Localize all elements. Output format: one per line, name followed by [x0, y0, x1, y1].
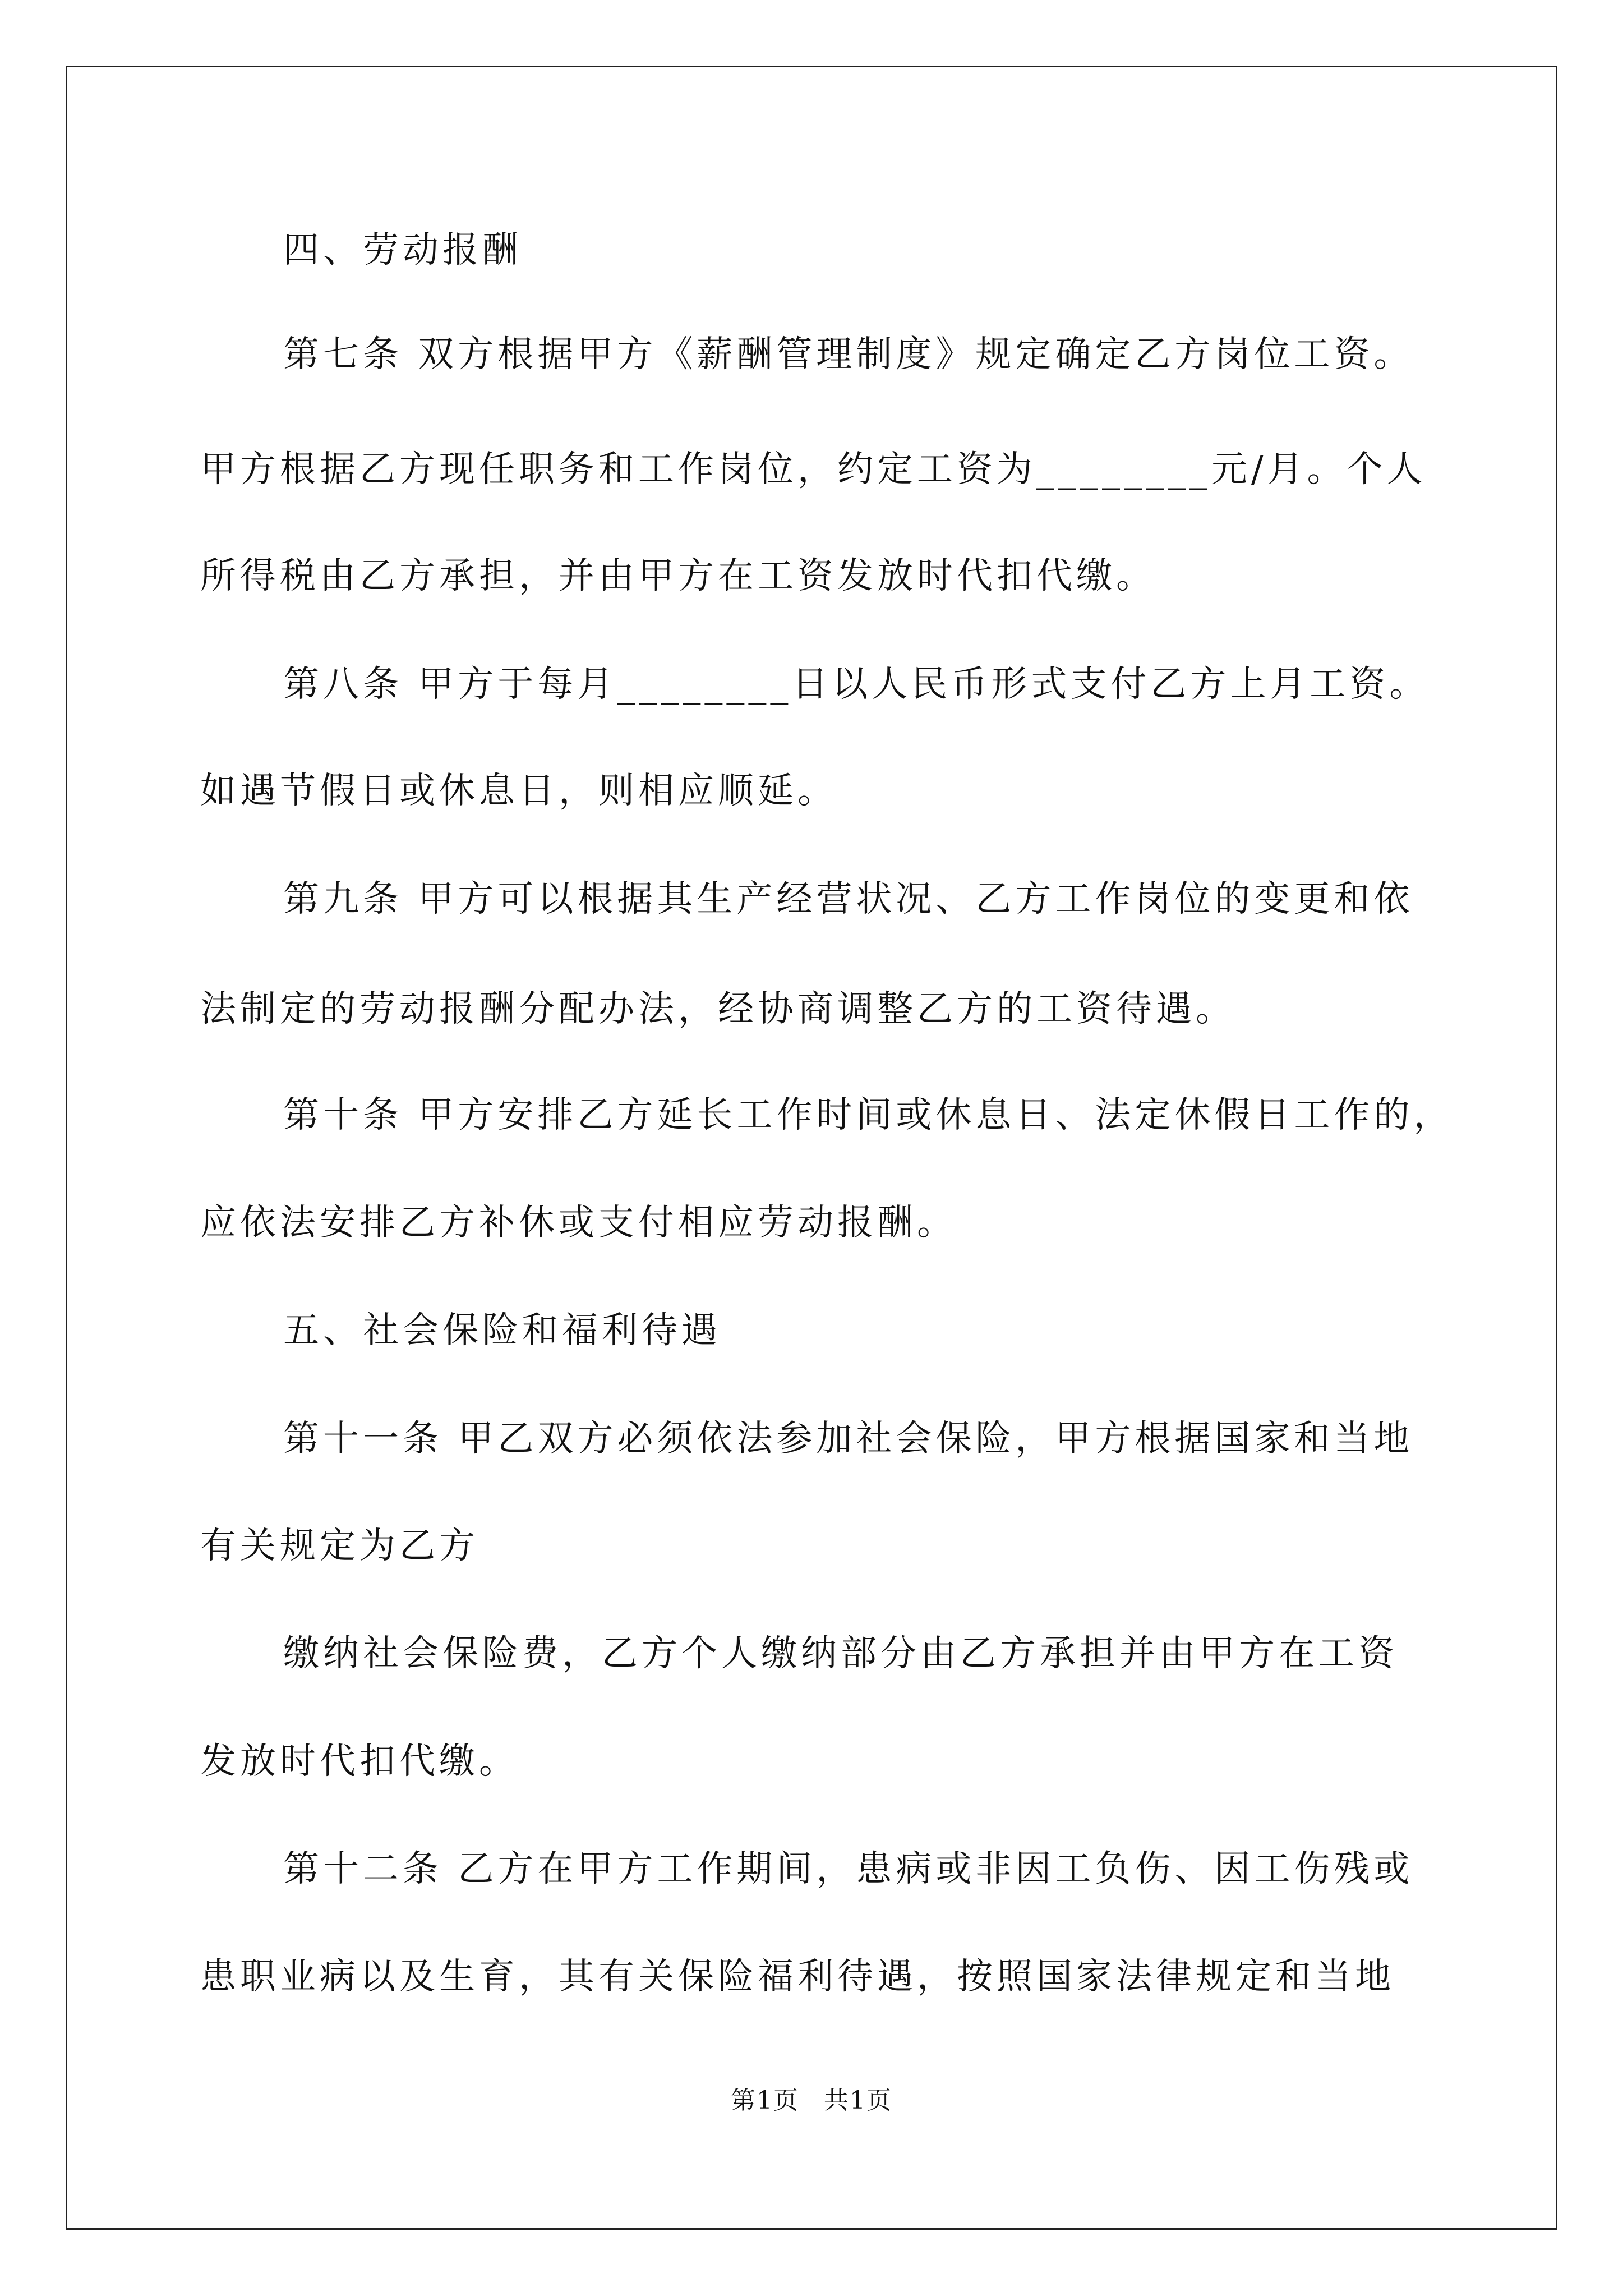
article-9-line-1: 第九条 甲方可以根据其生产经营状况、乙方工作岗位的变更和依 [283, 878, 1414, 920]
page-total: 共1页 [824, 2086, 892, 2115]
article-11-line-3: 缴纳社会保险费，乙方个人缴纳部分由乙方承担并由甲方在工资 [283, 1633, 1398, 1674]
page-number: 第1页 [731, 2086, 799, 2115]
page-footer [0, 2085, 1623, 2116]
section-heading-labor-remuneration: 四、劳动报酬 [283, 229, 522, 271]
article-8-line-2: 如遇节假日或休息日，则相应顺延。 [200, 770, 837, 812]
article-12-line-1: 第十二条 乙方在甲方工作期间，患病或非因工负伤、因工伤残或 [283, 1848, 1414, 1890]
article-7-line-2: 甲方根据乙方现任职务和工作岗位，约定工资为________元/月。个人 [200, 449, 1427, 490]
page-border [66, 66, 1557, 2230]
article-11-line-2: 有关规定为乙方 [200, 1525, 479, 1567]
article-12-line-2: 患职业病以及生育，其有关保险福利待遇，按照国家法律规定和当地 [200, 1956, 1395, 1998]
article-7-line-1: 第七条 双方根据甲方《薪酬管理制度》规定确定乙方岗位工资。 [283, 334, 1414, 375]
section-heading-social-insurance: 五、社会保险和福利待遇 [283, 1310, 721, 1351]
article-11-line-4: 发放时代扣代缴。 [200, 1741, 519, 1782]
article-10-line-1: 第十条 甲方安排乙方延长工作时间或休息日、法定休假日工作的， [283, 1094, 1454, 1136]
article-8-line-1: 第八条 甲方于每月________日以人民币形式支付乙方上月工资。 [283, 664, 1430, 705]
article-11-line-1: 第十一条 甲乙双方必须依法参加社会保险，甲方根据国家和当地 [283, 1418, 1414, 1460]
article-9-line-2: 法制定的劳动报酬分配办法，经协商调整乙方的工资待遇。 [200, 988, 1235, 1030]
article-7-line-3: 所得税由乙方承担，并由甲方在工资发放时代扣代缴。 [200, 555, 1156, 597]
article-10-line-2: 应依法安排乙方补休或支付相应劳动报酬。 [200, 1202, 957, 1244]
